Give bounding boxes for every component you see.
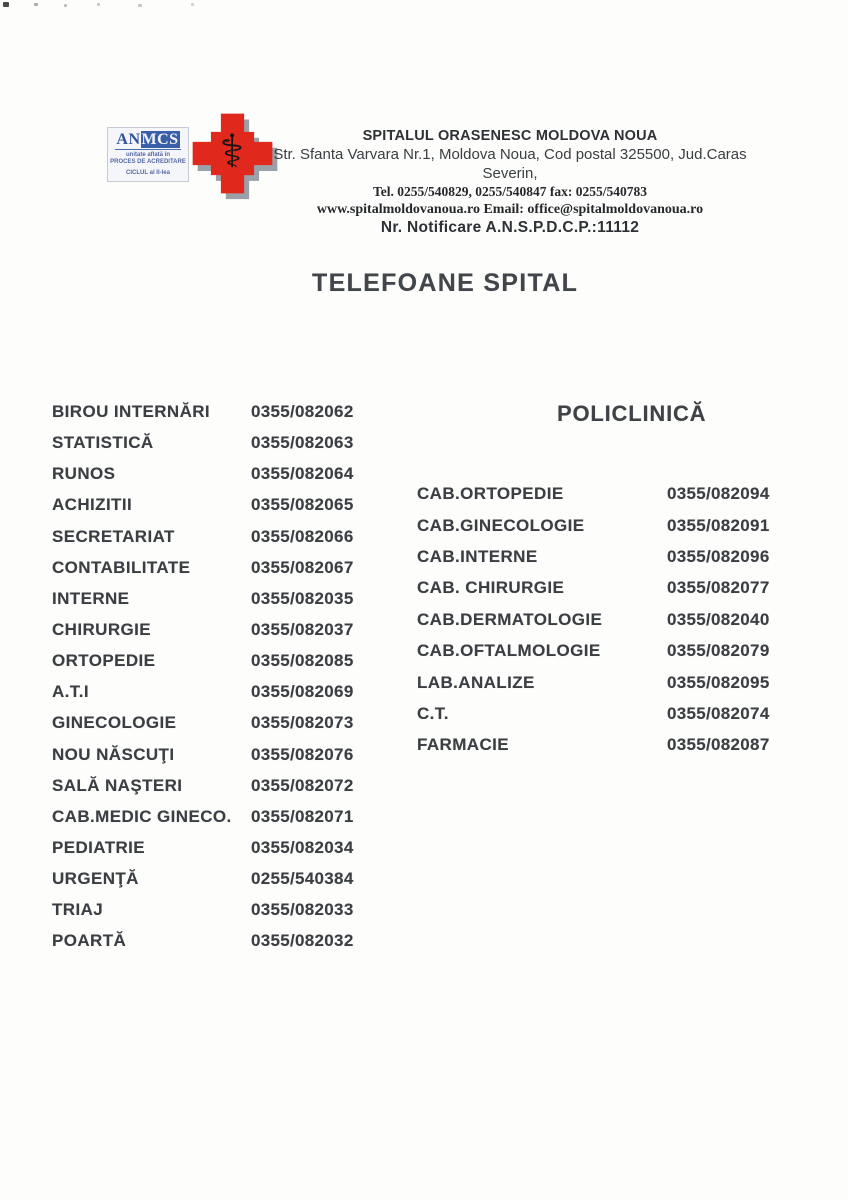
phone-row	[52, 614, 392, 645]
phone-row	[417, 509, 782, 540]
department-label: CHIRURGIE	[52, 620, 151, 640]
letterhead	[252, 127, 768, 236]
hospital-address: Str. Sfanta Varvara Nr.1, Moldova Noua, Cod postal 325500, Jud.Caras Severin,	[273, 146, 747, 182]
phone-row	[52, 521, 392, 552]
scan-artifact	[191, 3, 194, 6]
phone-row	[52, 925, 392, 956]
phone-number: 0355/082074	[667, 703, 770, 723]
phone-row	[52, 707, 392, 738]
department-label: STATISTICĂ	[52, 433, 154, 453]
department-label: CAB.DERMATOLOGIE	[417, 609, 603, 629]
phone-number: 0355/082062	[251, 402, 354, 422]
phone-number: 0355/082067	[251, 557, 354, 577]
department-label: ACHIZITII	[52, 495, 133, 515]
phone-number: 0355/082076	[251, 744, 354, 764]
phone-number: 0355/082087	[667, 735, 770, 755]
phone-number: 0355/082069	[251, 682, 354, 702]
phone-row	[417, 666, 782, 697]
phone-row	[52, 894, 392, 925]
department-label: CAB.GINECOLOGIE	[417, 515, 585, 535]
page-title: TELEFOANE SPITAL	[312, 269, 579, 297]
phone-number: 0355/082064	[251, 464, 354, 484]
phone-number: 0255/540384	[251, 869, 354, 889]
phone-row	[417, 572, 782, 603]
phone-number: 0355/082094	[667, 484, 770, 504]
phone-row	[52, 801, 392, 832]
phone-row	[417, 698, 782, 729]
phone-row	[52, 770, 392, 801]
phone-number: 0355/082032	[251, 931, 354, 951]
phone-row	[52, 396, 392, 427]
hospital-phone-fax: Tel. 0255/540829, 0255/540847 fax: 0255/540783	[372, 184, 647, 199]
department-label: RUNOS	[52, 464, 116, 484]
phone-number: 0355/082096	[667, 546, 770, 566]
phone-row	[417, 541, 782, 572]
phone-row	[52, 458, 392, 489]
department-label: CONTABILITATE	[52, 557, 191, 577]
department-label: FARMACIE	[417, 735, 509, 755]
phone-row	[417, 478, 782, 509]
phone-number: 0355/082085	[251, 651, 354, 671]
department-label: A.T.I	[52, 682, 89, 702]
phone-row	[52, 552, 392, 583]
department-label: URGENŢĂ	[52, 869, 139, 889]
anmcs-logo	[107, 127, 189, 182]
department-label: CAB. CHIRURGIE	[417, 578, 565, 598]
scan-artifact	[138, 4, 142, 7]
scan-artifact	[64, 4, 67, 7]
hospital-phone-list	[52, 396, 392, 957]
scan-artifact	[34, 3, 38, 6]
phone-row	[52, 863, 392, 894]
department-label: GINECOLOGIE	[52, 713, 177, 733]
phone-number: 0355/082095	[667, 672, 770, 692]
phone-row	[52, 676, 392, 707]
department-label: CAB.INTERNE	[417, 546, 538, 566]
phone-row	[52, 645, 392, 676]
department-label: TRIAJ	[52, 900, 104, 920]
anmcs-subline: PROCES DE ACREDITARE	[110, 159, 186, 165]
phone-row	[52, 489, 392, 520]
department-label: SECRETARIAT	[52, 526, 175, 546]
department-label: C.T.	[417, 703, 449, 723]
phone-number: 0355/082063	[251, 433, 354, 453]
phone-number: 0355/082065	[251, 495, 354, 515]
department-label: BIROU INTERNĂRI	[52, 402, 211, 422]
phone-number: 0355/082033	[251, 900, 354, 920]
hospital-web-email: www.spitalmoldovanoua.ro Email: office@spitalmoldovanoua.ro	[316, 202, 704, 217]
phone-row	[417, 635, 782, 666]
department-label: PEDIATRIE	[52, 838, 146, 858]
phone-number: 0355/082040	[667, 609, 770, 629]
phone-number: 0355/082034	[251, 838, 354, 858]
department-label: CAB.MEDIC GINECO.	[52, 806, 232, 826]
anmcs-subline: unitate aflată în	[125, 152, 170, 158]
phone-row	[52, 427, 392, 458]
department-label: CAB.OFTALMOLOGIE	[417, 641, 601, 661]
policlinic-heading: POLICLINICĂ	[557, 401, 707, 426]
phone-number: 0355/082079	[667, 641, 770, 661]
department-label: NOU NĂSCUŢI	[52, 744, 175, 764]
phone-number: 0355/082073	[251, 713, 354, 733]
phone-number: 0355/082035	[251, 588, 354, 608]
scan-artifact	[3, 2, 9, 7]
department-label: LAB.ANALIZE	[417, 672, 535, 692]
phone-number: 0355/082072	[251, 775, 354, 795]
phone-number: 0355/082091	[667, 515, 770, 535]
phone-row	[52, 832, 392, 863]
notification-number: Nr. Notificare A.N.S.P.D.C.P.:11112	[380, 219, 640, 236]
phone-row	[417, 604, 782, 635]
phone-number: 0355/082037	[251, 620, 354, 640]
department-label: INTERNE	[52, 588, 130, 608]
phone-number: 0355/082077	[667, 578, 770, 598]
hospital-name: SPITALUL ORASENESC MOLDOVA NOUA	[362, 128, 658, 144]
policlinic-phone-list	[417, 478, 782, 761]
department-label: CAB.ORTOPEDIE	[417, 484, 564, 504]
anmcs-acronym: ANMCS	[116, 131, 179, 148]
phone-row	[52, 583, 392, 614]
phone-number: 0355/082071	[251, 806, 354, 826]
caduceus-icon: ⚕	[219, 124, 245, 178]
anmcs-subline: CICLUL al II-lea	[126, 170, 170, 176]
phone-row	[52, 739, 392, 770]
scan-artifact	[97, 3, 100, 6]
phone-row	[417, 729, 782, 760]
department-label: SALĂ NAŞTERI	[52, 775, 183, 795]
department-label: ORTOPEDIE	[52, 651, 156, 671]
phone-number: 0355/082066	[251, 526, 354, 546]
department-label: POARTĂ	[52, 931, 127, 951]
